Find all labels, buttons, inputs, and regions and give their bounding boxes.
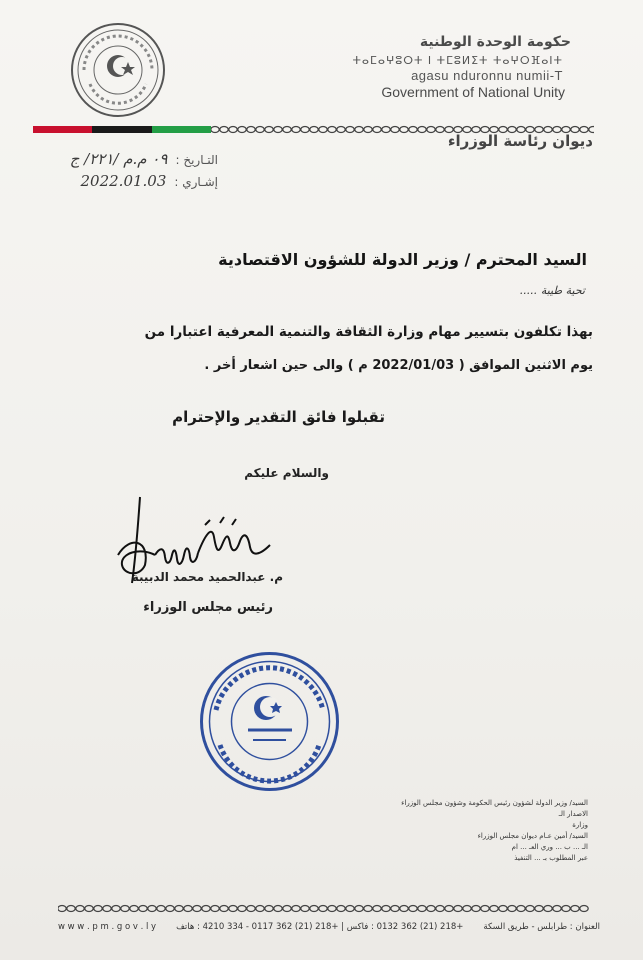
flag-stripe-green: [152, 126, 211, 133]
government-name-arabic: حكومة الوحدة الوطنية: [419, 34, 571, 50]
chain-divider-bottom: [58, 904, 593, 913]
cc-item: السيد/ أمين عـام ديوان مجلس الوزراء: [477, 832, 588, 840]
reference-row: [81, 172, 219, 190]
government-name-english: Government of National Unity: [381, 84, 565, 100]
signer-title: رئيس مجلس الوزراء: [143, 600, 273, 615]
cc-item: وزارة: [572, 821, 588, 829]
footer-phones: +218 (21) 362 0132 : فاكس | +218 (21) 362 0117 - 334 4210 : هاتف: [176, 922, 464, 932]
salutation: والسلام عليكم: [244, 466, 329, 480]
date-label: التـاريخ :: [175, 153, 218, 167]
office-title: ديوان رئاسة الوزراء: [447, 132, 593, 150]
cc-item: السيد/ وزير الدولة لشؤون رئيس الحكومة وشؤون مجلس الوزراء: [401, 799, 588, 807]
government-name-tamazight: agasu nduronnu numii-T: [411, 68, 563, 83]
addressee: السيد المحترم / وزير الدولة للشؤون الاقتصادية: [218, 250, 587, 269]
cc-item: الاصدار الـ: [558, 810, 588, 818]
footer-website: w w w . p m . g o v . l y: [58, 922, 157, 932]
signer-name: م. عبدالحميد محمد الدبيبة: [131, 570, 283, 584]
footer: [58, 922, 600, 932]
flag-stripe-black: [92, 126, 151, 133]
cc-item: الـ ... ب ... وري العـ ... ام: [511, 843, 588, 851]
flag-stripe: [33, 126, 211, 133]
flag-stripe-red: [33, 126, 92, 133]
footer-address: العنوان : طرابلس - طريق السكة: [483, 922, 600, 932]
body-line-2: يوم الاثنين الموافق ( 2022/01/03 م ) والى حين اشعار أخر .: [204, 358, 593, 373]
libya-state-emblem-icon: [70, 22, 166, 118]
cc-list: [398, 798, 588, 864]
date-row: [70, 150, 218, 168]
reference-value: 2022.01.03: [80, 172, 167, 190]
reference-label: إشـاري :: [174, 175, 218, 189]
body-line-1: بهذا تكلفون بتسيير مهام وزارة الثقافة والتنمية المعرفية اعتبارا من: [144, 324, 593, 340]
government-name-tifinagh: ⵜⴰⵎⴰⵖⵓⵔⵜ ⵏ ⵜⵎⵓⵍⵉⵜ ⵜⴰⵖⵔⴼⴰⵏⵜ: [352, 54, 563, 67]
closing-line: تقبلوا فائق التقدير والإحترام: [172, 408, 385, 426]
greeting: تحية طيبة .....: [519, 284, 585, 297]
date-value: ٠٩ م.م /٢٢١/ ج: [69, 150, 168, 168]
official-stamp-icon: [198, 650, 341, 793]
cc-item: عبر المطلوب بـ ... التنفيذ: [514, 854, 588, 862]
